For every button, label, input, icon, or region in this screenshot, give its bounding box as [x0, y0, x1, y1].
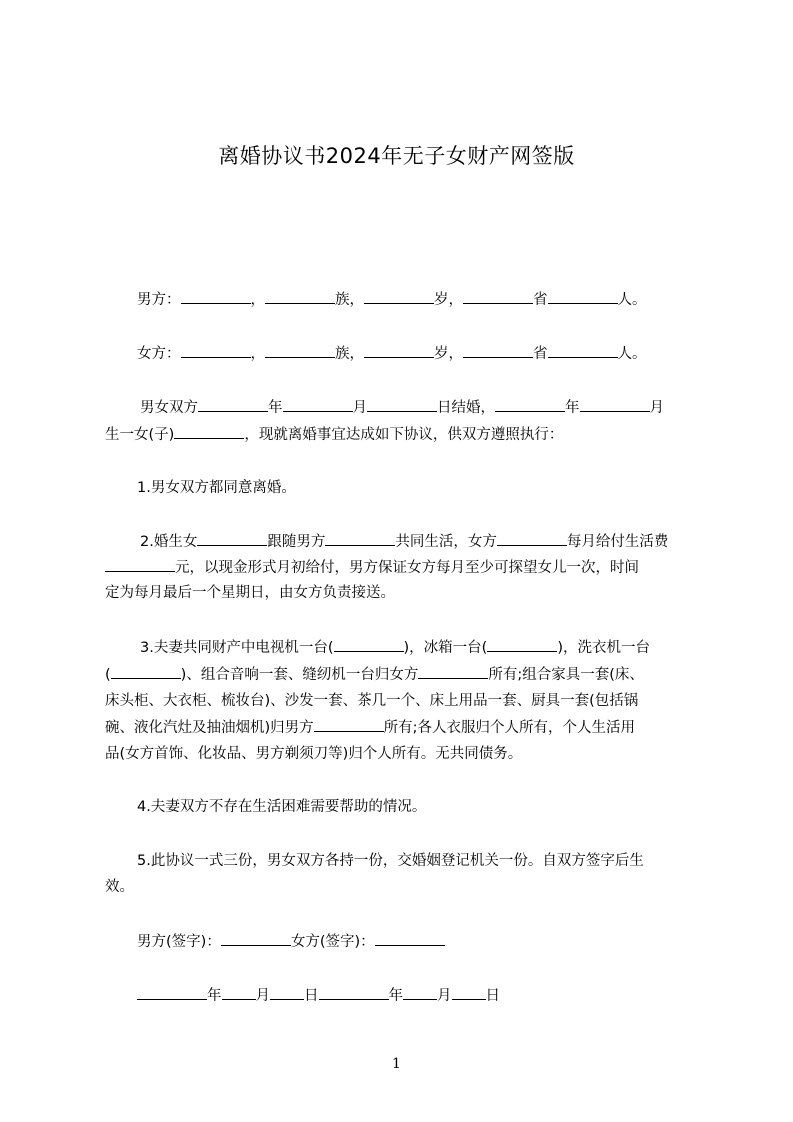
text-fragment: 族， [335, 292, 364, 308]
clause-5-line-1: 5.此协议一式三份，男女双方各持一份，交婚姻登记机关一份。自双方签字后生 [137, 853, 644, 869]
text-fragment: 月 [649, 400, 664, 416]
clause-3-line-5: 品(女方首饰、化妆品、男方剃须刀等)归个人所有。无共同债务。 [105, 746, 523, 762]
page-number: 1 [392, 1056, 401, 1072]
text-fragment: 族， [335, 346, 364, 362]
blank-field[interactable] [548, 343, 618, 358]
text-fragment: 年 [388, 988, 403, 1004]
text-fragment: 月 [255, 988, 270, 1004]
clause-3-line-1 [140, 637, 650, 658]
text-fragment: ， [250, 346, 265, 362]
marriage-line-2 [105, 424, 563, 445]
text-fragment: 年 [565, 400, 580, 416]
blank-field[interactable] [198, 397, 268, 412]
text-fragment: 碗、液化汽灶及抽油烟机)归男方 [105, 720, 314, 736]
date-day-field[interactable] [270, 985, 304, 1000]
text-fragment: 月 [437, 988, 452, 1004]
clause-1: 1.男女双方都同意离婚。 [137, 480, 296, 496]
text-fragment: 日 [485, 988, 500, 1004]
text-fragment: )、组合音响一套、缝纫机一台归女方 [180, 667, 419, 683]
text-fragment: 岁， [434, 292, 463, 308]
blank-field[interactable] [548, 289, 618, 304]
text-fragment: 日结婚， [437, 400, 495, 416]
clause-5-line-2: 效。 [105, 879, 134, 895]
blank-field[interactable] [325, 531, 395, 546]
text-fragment: 年 [207, 988, 222, 1004]
woman-info-line [137, 343, 647, 364]
text-fragment: 生一女(子) [105, 427, 175, 443]
blank-field[interactable] [580, 397, 650, 412]
blank-field[interactable] [197, 531, 267, 546]
text-fragment: 跟随男方 [267, 534, 326, 550]
text-fragment: 每月给付生活费 [566, 534, 669, 550]
date-year-field[interactable] [137, 985, 207, 1000]
signature-line [137, 931, 445, 952]
text-fragment: 元，以现金形式月初给付，男方保证女方每月至少可探望女儿一次，时间 [175, 560, 639, 576]
blank-field[interactable] [495, 397, 565, 412]
signature-field-man[interactable] [221, 931, 291, 946]
text-fragment: 月 [352, 400, 367, 416]
clause-2-line-3: 定为每月最后一个星期日，由女方负责接送。 [105, 585, 395, 601]
text-fragment: ， [250, 292, 265, 308]
blank-field[interactable] [111, 664, 181, 679]
text-fragment: ( [105, 667, 111, 683]
label-man: 男方： [137, 292, 181, 308]
blank-field[interactable] [364, 343, 434, 358]
text-fragment: 2.婚生女 [140, 534, 198, 550]
clause-3-line-2 [105, 664, 644, 685]
text-fragment: 岁， [434, 346, 463, 362]
label-woman: 女方： [137, 346, 181, 362]
blank-field[interactable] [265, 343, 335, 358]
text-fragment: 日 [304, 988, 319, 1004]
text-fragment: 所有;各人衣服归个人所有，个人生活用 [383, 720, 636, 736]
text-fragment: 所有;组合家具一套(床、 [488, 667, 644, 683]
blank-field[interactable] [174, 424, 244, 439]
text-fragment: )，洗衣机一台 [557, 640, 650, 656]
text-fragment: ，现就离婚事宜达成如下协议，供双方遵照执行： [244, 427, 564, 443]
blank-field[interactable] [463, 343, 533, 358]
blank-field[interactable] [364, 289, 434, 304]
clause-2-line-1 [140, 531, 668, 552]
date-month-field[interactable] [222, 985, 256, 1000]
text-fragment: 省 [533, 292, 548, 308]
blank-field[interactable] [181, 289, 251, 304]
text-fragment: 人。 [617, 346, 647, 362]
date-line [137, 985, 500, 1006]
date-month-field[interactable] [403, 985, 437, 1000]
date-day-field[interactable] [452, 985, 486, 1000]
clause-3-line-3: 床头柜、大衣柜、梳妆台)、沙发一套、茶几一个、床上用品一套、厨具一套(包括锅 [105, 693, 639, 709]
text-fragment: 人。 [617, 292, 647, 308]
blank-field[interactable] [283, 397, 353, 412]
label-sign-woman: 女方(签字)： [290, 934, 375, 950]
blank-field[interactable] [265, 289, 335, 304]
blank-field[interactable] [367, 397, 437, 412]
text-fragment: 男女双方 [140, 400, 198, 416]
text-fragment: 省 [533, 346, 548, 362]
blank-field[interactable] [314, 717, 384, 732]
date-year-field[interactable] [319, 985, 389, 1000]
blank-field[interactable] [105, 557, 175, 572]
text-fragment: 3.夫妻共同财产中电视机一台( [140, 640, 334, 656]
blank-field[interactable] [487, 637, 557, 652]
marriage-line-1 [140, 397, 664, 418]
blank-field[interactable] [463, 289, 533, 304]
text-fragment: 年 [268, 400, 283, 416]
clause-2-line-2 [105, 557, 639, 578]
clause-3-line-4 [105, 717, 635, 738]
blank-field[interactable] [418, 664, 488, 679]
signature-field-woman[interactable] [375, 931, 445, 946]
blank-field[interactable] [497, 531, 567, 546]
document-title: 离婚协议书2024年无子女财产网签版 [218, 144, 575, 168]
blank-field[interactable] [181, 343, 251, 358]
label-sign-man: 男方(签字)： [137, 934, 221, 950]
man-info-line [137, 289, 647, 310]
blank-field[interactable] [334, 637, 404, 652]
text-fragment: 共同生活，女方 [395, 534, 497, 550]
text-fragment: )，冰箱一台( [403, 640, 488, 656]
clause-4: 4.夫妻双方不存在生活困难需要帮助的情况。 [137, 799, 427, 815]
